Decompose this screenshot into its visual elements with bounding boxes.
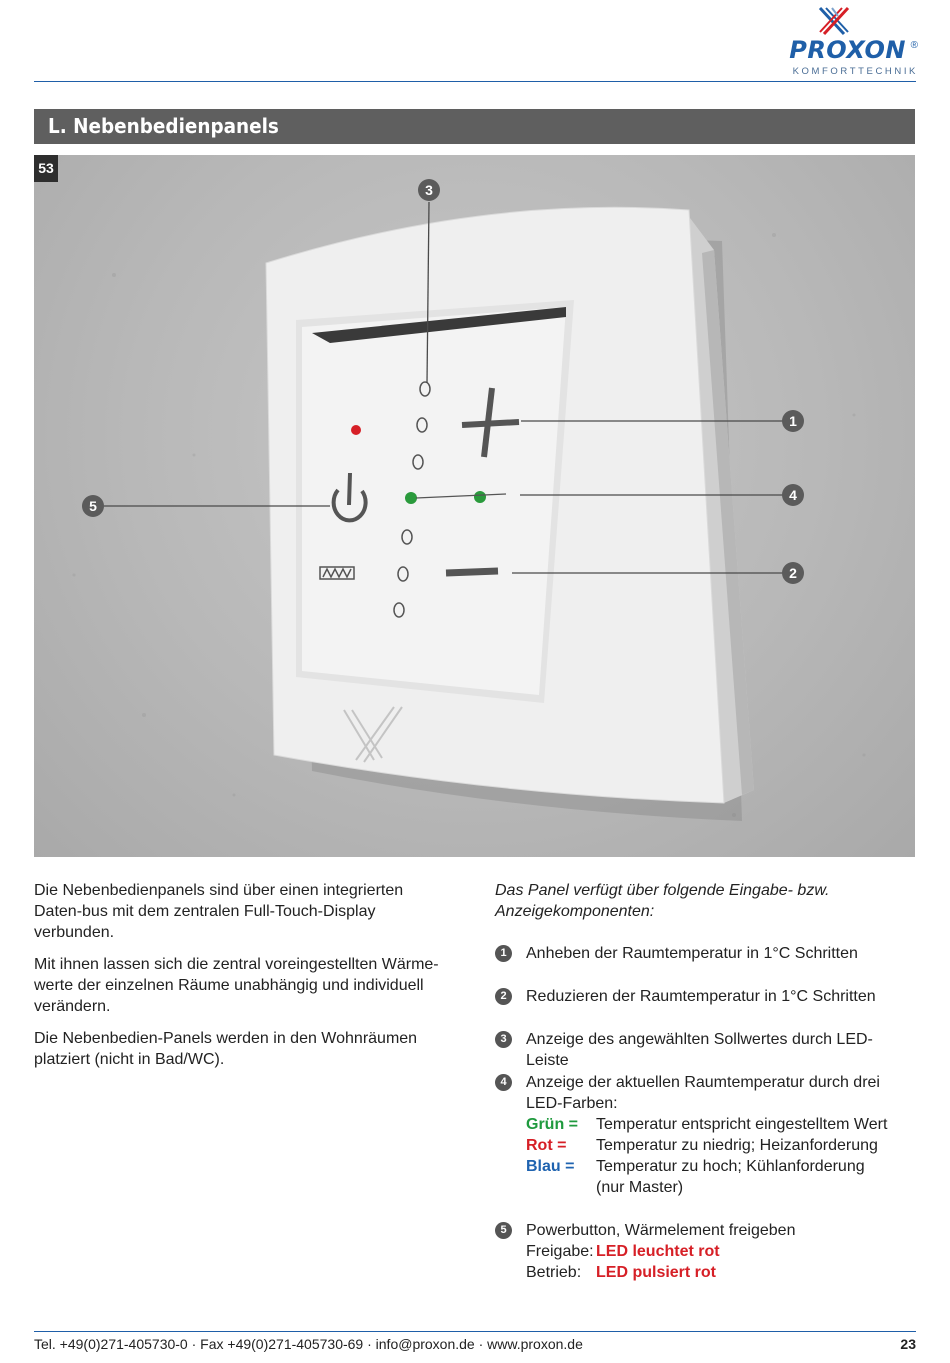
callout-5: 5 [82, 495, 104, 517]
callout-4: 4 [782, 484, 804, 506]
green-led-icon [405, 492, 417, 504]
legend-value: Temperatur zu hoch; Kühlanforderung [596, 1158, 865, 1175]
component-item-4 [495, 1072, 915, 1198]
paragraph: Die Nebenbedien-Panels werden in den Wohnräumen platziert (nicht in Bad/WC). [34, 1030, 418, 1068]
header-rule [34, 81, 916, 82]
red-led-icon [351, 425, 361, 435]
footer-contact: Tel. +49(0)271-405730-0 · Fax +49(0)271-405730-69 · info@proxon.de · www.proxon.de [34, 1336, 583, 1352]
proxon-logo-mark-icon [814, 6, 854, 36]
component-item-3 [495, 1029, 915, 1071]
component-text: Anzeige der aktuellen Raumtemperatur durch drei LED-Farben: [526, 1074, 880, 1112]
state-row [526, 1241, 915, 1262]
legend-row [526, 1156, 915, 1177]
state-value: LED pulsiert rot [596, 1264, 717, 1281]
legend-key: Rot = [526, 1137, 567, 1154]
left-text-column [34, 880, 454, 1081]
callout-3: 3 [418, 179, 440, 201]
component-text: Powerbutton, Wärmelement freigeben [526, 1222, 796, 1239]
legend-key: Blau = [526, 1158, 575, 1175]
figure-panel-photo [34, 155, 915, 857]
state-key: Betrieb: [526, 1264, 582, 1281]
control-panel-illustration [34, 155, 915, 857]
minus-icon [446, 571, 498, 573]
brand-subtitle: KOMFORTTECHNIK [792, 66, 918, 77]
legend-row [526, 1114, 915, 1135]
legend-row [526, 1135, 915, 1156]
page-number: 23 [900, 1336, 916, 1352]
callout-2: 2 [782, 562, 804, 584]
component-text: Anzeige des angewählten Sollwertes durch LED-Leiste [526, 1031, 873, 1069]
component-item-5 [495, 1220, 915, 1283]
number-badge: 5 [495, 1222, 512, 1239]
footer-rule [34, 1331, 916, 1332]
number-badge: 2 [495, 988, 512, 1005]
section-header [34, 109, 915, 144]
proxon-logo [772, 6, 922, 78]
number-badge: 4 [495, 1074, 512, 1091]
brand-name: PROXON [789, 36, 906, 64]
paragraph: Die Nebenbedienpanels sind über einen integrierten Daten-bus mit dem zentralen Full-Touch-Display verbunden. [34, 882, 404, 941]
legend-row [526, 1177, 915, 1198]
component-item-1 [495, 943, 915, 964]
state-key: Freigabe: [526, 1243, 594, 1260]
state-value: LED leuchtet rot [596, 1243, 720, 1260]
number-badge: 1 [495, 945, 512, 962]
brand-registered-mark: ® [910, 40, 918, 51]
component-intro: Das Panel verfügt über folgende Eingabe- bzw. Anzeigekomponenten: [495, 882, 830, 920]
component-text: Anheben der Raumtemperatur in 1°C Schritten [526, 945, 858, 962]
callout-1: 1 [782, 410, 804, 432]
section-title: L. Nebenbedienpanels [48, 114, 279, 138]
legend-value: (nur Master) [596, 1179, 684, 1196]
legend-value: Temperatur zu niedrig; Heizanforderung [596, 1137, 878, 1154]
legend-key [526, 1177, 596, 1198]
legend-value: Temperatur entspricht eingestelltem Wert [596, 1116, 888, 1133]
paragraph: Mit ihnen lassen sich die zentral voreingestellten Wärme-werte der einzelnen Räume unabhängig und individuell verändern. [34, 956, 439, 1015]
legend-key: Grün = [526, 1116, 579, 1133]
number-badge: 3 [495, 1031, 512, 1048]
component-item-2 [495, 986, 915, 1007]
component-text: Reduzieren der Raumtemperatur in 1°C Schritten [526, 988, 876, 1005]
figure-number: 53 [34, 155, 58, 182]
state-row [526, 1262, 915, 1283]
right-text-column [495, 880, 915, 1281]
